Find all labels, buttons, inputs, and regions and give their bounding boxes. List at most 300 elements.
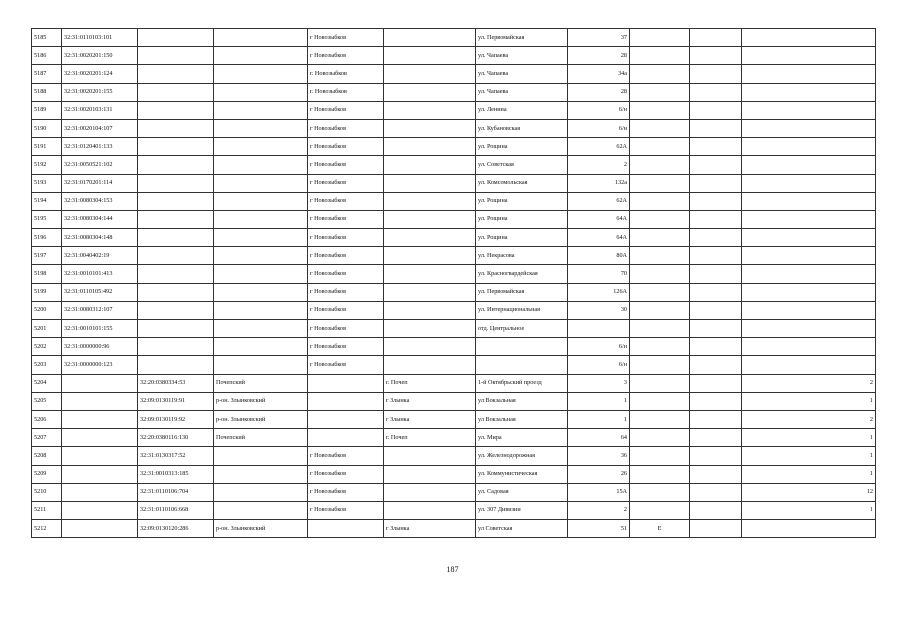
- cell-row-number: 5199: [32, 283, 62, 301]
- cell-cadastral-number-a: 32:31:0010101:155: [62, 320, 138, 338]
- cell-quantity: 1: [742, 501, 876, 519]
- cell-extra: [690, 320, 742, 338]
- cell-letter: [630, 320, 690, 338]
- cell-city-a: г Новозыбков: [308, 229, 384, 247]
- cell-district: [214, 483, 308, 501]
- cell-house-number: 15А: [568, 483, 630, 501]
- cell-cadastral-number-b: [138, 210, 214, 228]
- cell-city-a: г Новозыбков: [308, 119, 384, 137]
- cell-cadastral-number-b: [138, 229, 214, 247]
- cell-house-number: 51: [568, 520, 630, 538]
- cell-letter: [630, 501, 690, 519]
- cell-letter: [630, 101, 690, 119]
- cell-city-b: [384, 483, 476, 501]
- cell-city-a: г Новозыбков: [308, 101, 384, 119]
- cell-district: [214, 247, 308, 265]
- cell-street: ул. Некрасова: [476, 247, 568, 265]
- cell-district: [214, 265, 308, 283]
- cell-city-b: [384, 283, 476, 301]
- cell-house-number: 28: [568, 47, 630, 65]
- cell-letter: [630, 119, 690, 137]
- cell-cadastral-number-b: [138, 138, 214, 156]
- cell-house-number: 64А: [568, 210, 630, 228]
- cell-city-b: [384, 301, 476, 319]
- table-row: [32, 410, 876, 428]
- cell-extra: [690, 447, 742, 465]
- cell-street: ул. Рощина: [476, 229, 568, 247]
- table-row: [32, 447, 876, 465]
- cell-street: отд. Центральное: [476, 320, 568, 338]
- cell-extra: [690, 301, 742, 319]
- cell-quantity: 2: [742, 410, 876, 428]
- cell-cadastral-number-b: [138, 283, 214, 301]
- cell-quantity: [742, 156, 876, 174]
- cell-quantity: [742, 520, 876, 538]
- page-number: 187: [446, 565, 459, 574]
- cell-street: ул. Чапаева: [476, 65, 568, 83]
- table-row: [32, 247, 876, 265]
- cell-city-b: г Злынка: [384, 520, 476, 538]
- cell-quantity: 1: [742, 465, 876, 483]
- table-row: [32, 265, 876, 283]
- cell-district: [214, 101, 308, 119]
- cell-row-number: 5191: [32, 138, 62, 156]
- cell-cadastral-number-a: 32:31:0020103:131: [62, 101, 138, 119]
- cell-city-a: [308, 374, 384, 392]
- cell-city-a: г Новозыбков: [308, 501, 384, 519]
- cell-row-number: 5212: [32, 520, 62, 538]
- table-row: [32, 47, 876, 65]
- table-row: [32, 229, 876, 247]
- table-row: [32, 429, 876, 447]
- table-body: [32, 29, 876, 538]
- cell-cadastral-number-a: 32:31:0080304:153: [62, 192, 138, 210]
- cell-city-b: [384, 265, 476, 283]
- cell-city-a: г Новозыбков: [308, 465, 384, 483]
- cell-district: [214, 47, 308, 65]
- cell-cadastral-number-b: 32:31:0110106:668: [138, 501, 214, 519]
- cell-cadastral-number-b: [138, 29, 214, 47]
- cell-city-b: [384, 174, 476, 192]
- table-row: [32, 29, 876, 47]
- cell-row-number: 5207: [32, 429, 62, 447]
- table-row: [32, 320, 876, 338]
- cell-city-b: [384, 29, 476, 47]
- cell-quantity: [742, 83, 876, 101]
- cell-letter: [630, 210, 690, 228]
- cell-quantity: [742, 119, 876, 137]
- cell-city-b: [384, 119, 476, 137]
- cell-row-number: 5190: [32, 119, 62, 137]
- cell-street: ул Советская: [476, 520, 568, 538]
- cell-letter: [630, 392, 690, 410]
- table-row: [32, 374, 876, 392]
- table-row: [32, 65, 876, 83]
- cell-cadastral-number-b: 32:31:0010313:185: [138, 465, 214, 483]
- cell-city-b: г. Почеп: [384, 429, 476, 447]
- cell-quantity: [742, 320, 876, 338]
- cell-city-a: [308, 429, 384, 447]
- cell-cadastral-number-b: 32:09:0130119:91: [138, 392, 214, 410]
- cell-city-a: г Новозыбков: [308, 247, 384, 265]
- cell-row-number: 5189: [32, 101, 62, 119]
- cell-quantity: [742, 247, 876, 265]
- cell-district: [214, 65, 308, 83]
- cell-letter: [630, 47, 690, 65]
- cell-district: р-он. Злынковский: [214, 520, 308, 538]
- cell-letter: [630, 374, 690, 392]
- cell-street: ул. Комсомольская: [476, 174, 568, 192]
- cell-district: Почепский: [214, 429, 308, 447]
- registry-table: [31, 28, 876, 538]
- cell-quantity: 2: [742, 374, 876, 392]
- cell-street: 1-й Октябрьский проезд: [476, 374, 568, 392]
- cell-city-a: г Новозыбков: [308, 192, 384, 210]
- cell-house-number: 26: [568, 465, 630, 483]
- table-row: [32, 138, 876, 156]
- cell-cadastral-number-b: [138, 47, 214, 65]
- cell-city-a: г Новозыбков: [308, 283, 384, 301]
- cell-quantity: [742, 29, 876, 47]
- cell-cadastral-number-a: [62, 374, 138, 392]
- cell-city-a: г. Новозыбков: [308, 83, 384, 101]
- cell-city-a: [308, 392, 384, 410]
- cell-letter: [630, 29, 690, 47]
- cell-cadastral-number-b: 32:09:0130120:286: [138, 520, 214, 538]
- cell-city-a: г Новозыбков: [308, 483, 384, 501]
- cell-city-a: г Новозыбков: [308, 29, 384, 47]
- cell-street: ул. Красногвардейская: [476, 265, 568, 283]
- cell-cadastral-number-b: 32:09:0130119:92: [138, 410, 214, 428]
- cell-letter: [630, 283, 690, 301]
- cell-district: [214, 338, 308, 356]
- cell-letter: [630, 410, 690, 428]
- cell-house-number: 6/н: [568, 338, 630, 356]
- cell-district: [214, 192, 308, 210]
- cell-street: ул. Чапаева: [476, 83, 568, 101]
- cell-city-a: г Новозыбков: [308, 338, 384, 356]
- cell-letter: [630, 247, 690, 265]
- cell-street: [476, 356, 568, 374]
- cell-cadastral-number-a: [62, 501, 138, 519]
- cell-extra: [690, 138, 742, 156]
- cell-cadastral-number-a: [62, 465, 138, 483]
- cell-house-number: 34а: [568, 65, 630, 83]
- cell-letter: [630, 301, 690, 319]
- cell-street: ул. Советская: [476, 156, 568, 174]
- cell-district: [214, 465, 308, 483]
- table-row: [32, 83, 876, 101]
- cell-row-number: 5186: [32, 47, 62, 65]
- cell-district: [214, 210, 308, 228]
- cell-cadastral-number-a: [62, 483, 138, 501]
- cell-quantity: [742, 229, 876, 247]
- cell-street: [476, 338, 568, 356]
- cell-extra: [690, 283, 742, 301]
- cell-cadastral-number-b: [138, 356, 214, 374]
- table-row: [32, 392, 876, 410]
- cell-house-number: 70: [568, 265, 630, 283]
- table-row: [32, 174, 876, 192]
- cell-row-number: 5187: [32, 65, 62, 83]
- cell-extra: [690, 520, 742, 538]
- cell-letter: [630, 483, 690, 501]
- table-row: [32, 501, 876, 519]
- cell-quantity: [742, 47, 876, 65]
- cell-quantity: [742, 101, 876, 119]
- cell-row-number: 5195: [32, 210, 62, 228]
- cell-cadastral-number-b: [138, 192, 214, 210]
- cell-cadastral-number-b: [138, 83, 214, 101]
- cell-extra: [690, 29, 742, 47]
- cell-cadastral-number-b: [138, 265, 214, 283]
- cell-quantity: [742, 174, 876, 192]
- cell-extra: [690, 174, 742, 192]
- cell-extra: [690, 483, 742, 501]
- cell-house-number: 80А: [568, 247, 630, 265]
- cell-quantity: [742, 192, 876, 210]
- table-row: [32, 101, 876, 119]
- table-row: [32, 301, 876, 319]
- cell-city-a: [308, 520, 384, 538]
- cell-house-number: 64А: [568, 229, 630, 247]
- cell-extra: [690, 47, 742, 65]
- cell-city-b: г. Почеп: [384, 374, 476, 392]
- table-row: [32, 119, 876, 137]
- cell-city-a: г Новозыбков: [308, 301, 384, 319]
- cell-house-number: 62А: [568, 138, 630, 156]
- cell-district: [214, 174, 308, 192]
- cell-row-number: 5185: [32, 29, 62, 47]
- cell-row-number: 5196: [32, 229, 62, 247]
- cell-district: [214, 320, 308, 338]
- cell-extra: [690, 210, 742, 228]
- cell-house-number: 37: [568, 29, 630, 47]
- cell-city-b: [384, 65, 476, 83]
- cell-row-number: 5194: [32, 192, 62, 210]
- cell-row-number: 5200: [32, 301, 62, 319]
- table-row: [32, 483, 876, 501]
- cell-district: р-он. Злынковский: [214, 410, 308, 428]
- cell-city-b: [384, 229, 476, 247]
- cell-cadastral-number-b: [138, 101, 214, 119]
- cell-cadastral-number-a: [62, 520, 138, 538]
- cell-district: Почепский: [214, 374, 308, 392]
- cell-cadastral-number-b: [138, 156, 214, 174]
- cell-city-a: г Новозыбков: [308, 265, 384, 283]
- cell-district: [214, 83, 308, 101]
- cell-extra: [690, 65, 742, 83]
- cell-letter: [630, 138, 690, 156]
- cell-house-number: 3: [568, 374, 630, 392]
- cell-row-number: 5188: [32, 83, 62, 101]
- cell-street: ул. Рощина: [476, 138, 568, 156]
- cell-extra: [690, 374, 742, 392]
- cell-cadastral-number-a: 32:31:0170201:114: [62, 174, 138, 192]
- cell-cadastral-number-a: 32:31:0040402:19: [62, 247, 138, 265]
- cell-letter: [630, 265, 690, 283]
- cell-city-b: [384, 338, 476, 356]
- cell-city-b: г Злынка: [384, 392, 476, 410]
- cell-district: [214, 29, 308, 47]
- cell-row-number: 5193: [32, 174, 62, 192]
- cell-cadastral-number-a: 32:31:0020201:124: [62, 65, 138, 83]
- cell-street: ул. Ленина: [476, 101, 568, 119]
- cell-quantity: 1: [742, 429, 876, 447]
- cell-row-number: 5197: [32, 247, 62, 265]
- cell-letter: Е: [630, 520, 690, 538]
- cell-extra: [690, 501, 742, 519]
- cell-letter: [630, 83, 690, 101]
- cell-quantity: 1: [742, 392, 876, 410]
- cell-city-b: [384, 320, 476, 338]
- cell-district: [214, 229, 308, 247]
- cell-city-a: г Новозыбков: [308, 320, 384, 338]
- cell-cadastral-number-b: [138, 65, 214, 83]
- cell-extra: [690, 356, 742, 374]
- cell-quantity: [742, 138, 876, 156]
- cell-extra: [690, 338, 742, 356]
- cell-row-number: 5201: [32, 320, 62, 338]
- cell-cadastral-number-a: 32:31:0110105:492: [62, 283, 138, 301]
- cell-city-b: [384, 83, 476, 101]
- cell-city-b: [384, 47, 476, 65]
- cell-street: ул. Железнодорожная: [476, 447, 568, 465]
- cell-house-number: 6/н: [568, 101, 630, 119]
- cell-extra: [690, 410, 742, 428]
- cell-city-b: [384, 501, 476, 519]
- cell-extra: [690, 83, 742, 101]
- cell-quantity: [742, 65, 876, 83]
- cell-row-number: 5206: [32, 410, 62, 428]
- table-row: [32, 210, 876, 228]
- cell-letter: [630, 429, 690, 447]
- cell-city-b: [384, 447, 476, 465]
- cell-row-number: 5204: [32, 374, 62, 392]
- cell-row-number: 5203: [32, 356, 62, 374]
- cell-cadastral-number-a: 32:31:0110103:101: [62, 29, 138, 47]
- cell-cadastral-number-a: 32:31:0020104:107: [62, 119, 138, 137]
- cell-street: ул. Садовая: [476, 483, 568, 501]
- cell-street: ул. Интернациональная: [476, 301, 568, 319]
- table-row: [32, 156, 876, 174]
- cell-row-number: 5208: [32, 447, 62, 465]
- cell-letter: [630, 465, 690, 483]
- cell-quantity: 12: [742, 483, 876, 501]
- cell-city-b: [384, 356, 476, 374]
- cell-letter: [630, 229, 690, 247]
- cell-street: ул. Чапаева: [476, 47, 568, 65]
- cell-district: [214, 356, 308, 374]
- cell-house-number: 126А: [568, 283, 630, 301]
- cell-cadastral-number-b: [138, 338, 214, 356]
- cell-cadastral-number-b: 32:31:0110106:704: [138, 483, 214, 501]
- cell-district: [214, 156, 308, 174]
- cell-city-a: г Новозыбков: [308, 356, 384, 374]
- cell-letter: [630, 356, 690, 374]
- cell-letter: [630, 338, 690, 356]
- cell-city-b: [384, 192, 476, 210]
- table-row: [32, 192, 876, 210]
- cell-cadastral-number-b: [138, 320, 214, 338]
- cell-cadastral-number-a: 32:31:0120401:133: [62, 138, 138, 156]
- cell-street: ул. Мира: [476, 429, 568, 447]
- cell-letter: [630, 156, 690, 174]
- cell-house-number: 2: [568, 156, 630, 174]
- cell-extra: [690, 101, 742, 119]
- cell-cadastral-number-a: [62, 447, 138, 465]
- cell-cadastral-number-b: [138, 174, 214, 192]
- cell-street: ул. Первомайская: [476, 29, 568, 47]
- table-row: [32, 283, 876, 301]
- cell-street: ул. Коммунистическая: [476, 465, 568, 483]
- cell-house-number: 2: [568, 501, 630, 519]
- cell-city-b: [384, 156, 476, 174]
- cell-letter: [630, 65, 690, 83]
- cell-house-number: 6/н: [568, 356, 630, 374]
- cell-extra: [690, 265, 742, 283]
- cell-city-a: [308, 410, 384, 428]
- cell-street: ул. 307 Дивизии: [476, 501, 568, 519]
- cell-row-number: 5209: [32, 465, 62, 483]
- cell-cadastral-number-a: 32:31:0080304:148: [62, 229, 138, 247]
- cell-district: [214, 301, 308, 319]
- cell-district: [214, 447, 308, 465]
- table-row: [32, 465, 876, 483]
- cell-street: ул. Рощина: [476, 210, 568, 228]
- cell-street: ул Вокзальная: [476, 392, 568, 410]
- cell-city-b: [384, 465, 476, 483]
- cell-cadastral-number-a: 32:31:0000000:123: [62, 356, 138, 374]
- cell-city-a: г Новозыбков: [308, 210, 384, 228]
- cell-quantity: [742, 301, 876, 319]
- cell-house-number: 132а: [568, 174, 630, 192]
- cell-house-number: 36: [568, 447, 630, 465]
- cell-cadastral-number-b: 32:31:0130317:52: [138, 447, 214, 465]
- cell-district: [214, 501, 308, 519]
- cell-cadastral-number-b: 32:20:0380334:53: [138, 374, 214, 392]
- cell-cadastral-number-a: 32:31:0010101:413: [62, 265, 138, 283]
- cell-cadastral-number-a: 32:31:0080304:144: [62, 210, 138, 228]
- cell-extra: [690, 247, 742, 265]
- cell-cadastral-number-a: 32:31:0080312:107: [62, 301, 138, 319]
- cell-row-number: 5211: [32, 501, 62, 519]
- cell-house-number: 62А: [568, 192, 630, 210]
- cell-letter: [630, 192, 690, 210]
- cell-house-number: 64: [568, 429, 630, 447]
- cell-city-a: г Новозыбков: [308, 174, 384, 192]
- cell-letter: [630, 447, 690, 465]
- cell-extra: [690, 229, 742, 247]
- cell-row-number: 5198: [32, 265, 62, 283]
- cell-city-b: [384, 101, 476, 119]
- cell-street: ул. Кубановская: [476, 119, 568, 137]
- cell-city-a: г Новозыбков: [308, 156, 384, 174]
- cell-house-number: [568, 320, 630, 338]
- cell-cadastral-number-b: [138, 301, 214, 319]
- cell-district: [214, 119, 308, 137]
- cell-house-number: 30: [568, 301, 630, 319]
- cell-cadastral-number-a: 32:31:0020201:150: [62, 47, 138, 65]
- cell-city-b: [384, 210, 476, 228]
- cell-city-a: г Новозыбков: [308, 47, 384, 65]
- cell-cadastral-number-a: [62, 410, 138, 428]
- cell-district: [214, 138, 308, 156]
- cell-house-number: 1: [568, 410, 630, 428]
- cell-city-b: [384, 138, 476, 156]
- cell-quantity: [742, 265, 876, 283]
- cell-cadastral-number-a: [62, 392, 138, 410]
